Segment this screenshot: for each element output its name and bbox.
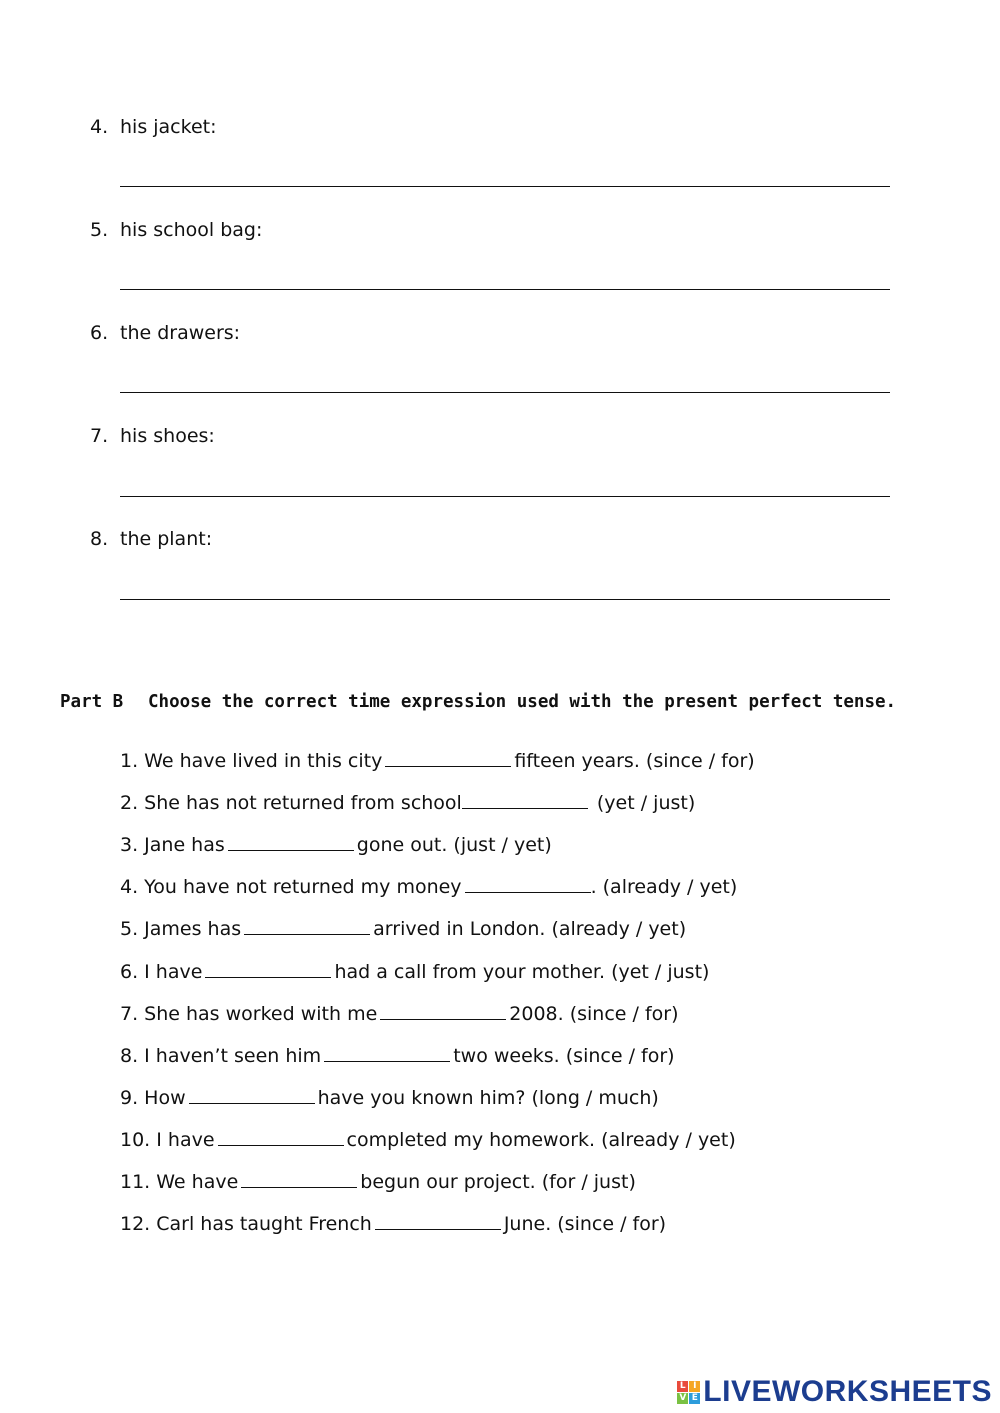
fill-blank[interactable]	[324, 1045, 450, 1062]
sentence-start: 12. Carl has taught French	[120, 1213, 372, 1235]
answer-line[interactable]	[120, 186, 890, 187]
fill-blank[interactable]	[375, 1213, 501, 1230]
sentence-start: 5. James has	[120, 918, 242, 940]
sentence-end: fifteen years. (since / for)	[514, 750, 755, 772]
item-number: 8.	[90, 528, 109, 550]
sentence-start: 6. I have	[120, 961, 203, 983]
part-b-item-11	[120, 1170, 636, 1194]
part-b-item-6	[120, 960, 709, 984]
part-b-item-12	[120, 1212, 666, 1236]
part-b-label: Part B	[60, 692, 124, 712]
answer-line[interactable]	[120, 599, 890, 600]
fill-blank[interactable]	[189, 1087, 315, 1104]
part-a-item-6	[90, 321, 890, 345]
sentence-start: 3. Jane has	[120, 834, 225, 856]
item-number: 4.	[90, 116, 109, 138]
fill-blank[interactable]	[205, 961, 331, 978]
sentence-end: 2008. (since / for)	[509, 1003, 679, 1025]
part-b-item-2	[120, 791, 695, 815]
logo-mark-cell: L	[677, 1381, 688, 1392]
answer-line[interactable]	[120, 289, 890, 290]
sentence-end: two weeks. (since / for)	[453, 1045, 675, 1067]
part-a-item-8	[90, 527, 890, 551]
item-number: 7.	[90, 425, 109, 447]
part-b-item-8	[120, 1044, 675, 1068]
sentence-end: . (already / yet)	[590, 876, 738, 898]
sentence-start: 10. I have	[120, 1129, 215, 1151]
part-b-item-3	[120, 833, 552, 857]
sentence-start: 11. We have	[120, 1171, 239, 1193]
logo-mark-icon	[677, 1381, 700, 1404]
logo-mark-cell: V	[677, 1393, 688, 1404]
sentence-start: 4. You have not returned my money	[120, 876, 462, 898]
item-label: his school bag:	[120, 219, 263, 241]
part-a-item-5	[90, 218, 890, 242]
item-label: the drawers:	[120, 322, 241, 344]
sentence-start: 2. She has not returned from school	[120, 792, 462, 814]
logo-mark-cell: E	[689, 1393, 700, 1404]
logo-text: LIVEWORKSHEETS	[703, 1375, 992, 1408]
logo-mark-cell: I	[689, 1381, 700, 1392]
fill-blank[interactable]	[218, 1129, 344, 1146]
item-label: his jacket:	[120, 116, 217, 138]
sentence-start: 9. How	[120, 1087, 186, 1109]
part-b-instruction: Choose the correct time expression used with the present perfect tense.	[148, 692, 897, 712]
answer-line[interactable]	[120, 392, 890, 393]
item-number: 5.	[90, 219, 109, 241]
part-a-item-7	[90, 424, 890, 448]
fill-blank[interactable]	[380, 1003, 506, 1020]
sentence-end: had a call from your mother. (yet / just)	[334, 961, 710, 983]
fill-blank[interactable]	[244, 918, 370, 935]
part-b-item-10	[120, 1128, 736, 1152]
answer-line[interactable]	[120, 496, 890, 497]
part-b-item-4	[120, 875, 737, 899]
part-b-item-1	[120, 749, 755, 773]
fill-blank[interactable]	[228, 834, 354, 851]
sentence-start: 7. She has worked with me	[120, 1003, 378, 1025]
sentence-end: arrived in London. (already / yet)	[373, 918, 687, 940]
fill-blank[interactable]	[385, 750, 511, 767]
fill-blank[interactable]	[241, 1171, 357, 1188]
part-a-item-4	[90, 115, 890, 139]
part-b-item-7	[120, 1002, 678, 1026]
sentence-end: have you known him? (long / much)	[317, 1087, 659, 1109]
liveworksheets-logo	[677, 1375, 992, 1409]
item-number: 6.	[90, 322, 109, 344]
sentence-end: gone out. (just / yet)	[356, 834, 552, 856]
fill-blank[interactable]	[465, 876, 591, 893]
part-b-item-9	[120, 1086, 659, 1110]
part-b-item-5	[120, 917, 686, 941]
sentence-end: June. (since / for)	[503, 1213, 667, 1235]
sentence-start: 8. I haven’t seen him	[120, 1045, 322, 1067]
fill-blank[interactable]	[462, 792, 588, 809]
sentence-end: completed my homework. (already / yet)	[346, 1129, 736, 1151]
sentence-end: begun our project. (for / just)	[360, 1171, 636, 1193]
sentence-start: 1. We have lived in this city	[120, 750, 383, 772]
sentence-end: (yet / just)	[590, 792, 696, 814]
item-label: the plant:	[120, 528, 213, 550]
item-label: his shoes:	[120, 425, 215, 447]
part-b-heading	[60, 692, 960, 712]
